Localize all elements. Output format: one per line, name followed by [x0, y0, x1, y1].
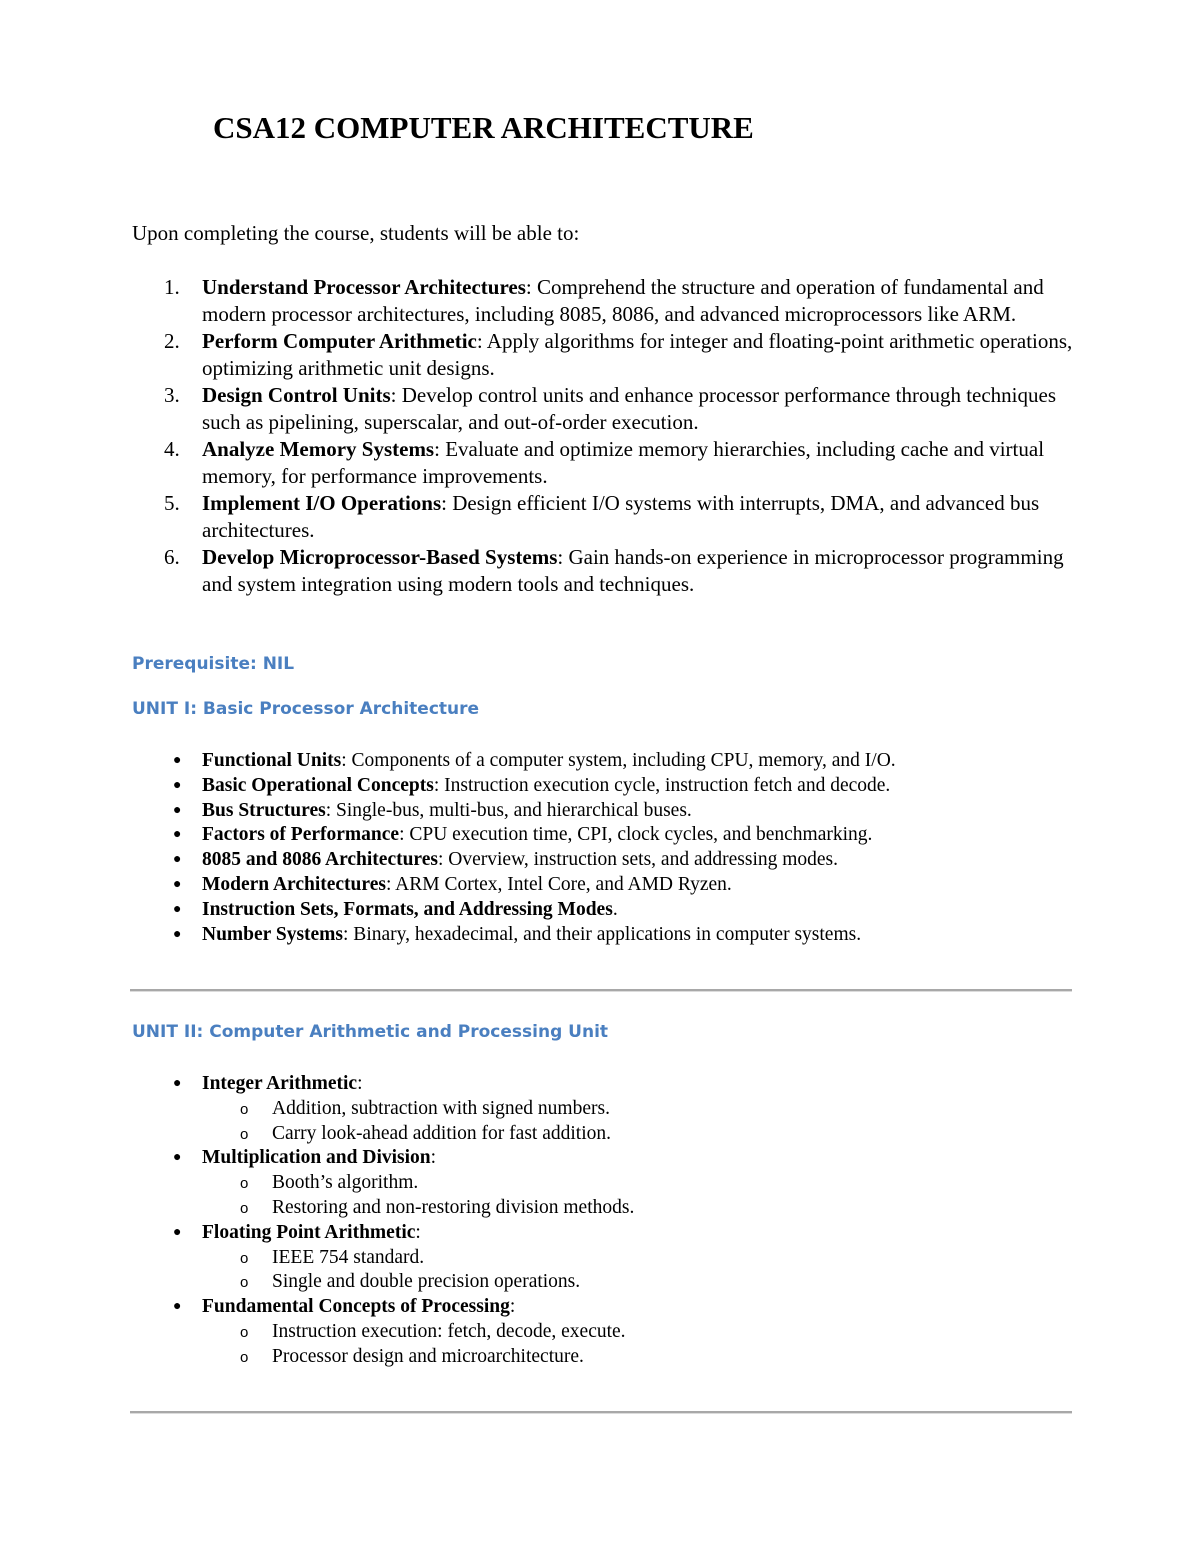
- subtopic-list: [202, 1097, 1082, 1147]
- bullet-icon: ●: [173, 827, 182, 843]
- subtopic-text: Processor design and microarchitecture.: [272, 1345, 584, 1367]
- unit1-topic-item: [132, 799, 1082, 824]
- topic-title: Factors of Performance: [202, 824, 400, 846]
- topic-title: Integer Arithmetic: [202, 1073, 358, 1094]
- outcome-item: [132, 544, 1082, 598]
- outcome-item: [132, 328, 1082, 382]
- bullet-icon: ●: [173, 1299, 182, 1315]
- subtopic-item: [202, 1320, 1082, 1345]
- outcome-item: [132, 274, 1082, 328]
- outcome-text: : Evaluate and optimize memory hierarchies, including cache and virtual memory, for performance improvements.: [202, 437, 1045, 488]
- topic-title: Multiplication and Division: [202, 1147, 431, 1169]
- subtopic-list: [202, 1246, 1082, 1296]
- bullet-icon: ●: [173, 1150, 182, 1166]
- sub-bullet-icon: o: [240, 1323, 249, 1341]
- subtopic-text: Booth’s algorithm.: [272, 1172, 419, 1194]
- unit1-heading: UNIT I: Basic Processor Architecture: [132, 699, 480, 719]
- outcome-title: Understand Processor Architectures: [202, 275, 526, 299]
- topic-title: Modern Architectures: [202, 873, 386, 895]
- sub-bullet-icon: o: [240, 1125, 249, 1143]
- sub-bullet-icon: o: [240, 1175, 249, 1193]
- outcome-item: [132, 490, 1082, 544]
- outcome-title: Analyze Memory Systems: [202, 437, 435, 461]
- subtopic-list: [202, 1320, 1082, 1370]
- outcome-number: 4.: [164, 437, 180, 461]
- sub-bullet-icon: o: [240, 1199, 249, 1217]
- subtopic-item: [202, 1097, 1082, 1122]
- outcome-number: 2.: [164, 329, 180, 353]
- topic-text: : Overview, instruction sets, and addressing modes.: [437, 849, 839, 871]
- unit1-topic-item: [132, 873, 1082, 898]
- subtopic-list: [202, 1171, 1082, 1221]
- unit1-topic-item: [132, 923, 1082, 948]
- subtopic-text: IEEE 754 standard.: [272, 1246, 425, 1268]
- subtopic-text: Restoring and non-restoring division methods.: [272, 1196, 635, 1218]
- section-divider: [130, 1411, 1072, 1414]
- subtopic-item: [202, 1246, 1082, 1271]
- sub-bullet-icon: o: [240, 1100, 249, 1118]
- bullet-icon: ●: [173, 901, 182, 917]
- unit1-topic-item: [132, 848, 1082, 873]
- topic-title: 8085 and 8086 Architectures: [202, 849, 438, 871]
- unit1-topic-list: [132, 749, 1082, 947]
- subtopic-item: [202, 1171, 1082, 1196]
- unit2-topic-item: [132, 1146, 1082, 1220]
- sub-bullet-icon: o: [240, 1249, 249, 1267]
- topic-text: :: [415, 1221, 421, 1243]
- topic-title: Instruction Sets, Formats, and Addressing Modes: [202, 898, 613, 920]
- document-title: CSA12 COMPUTER ARCHITECTURE: [213, 110, 754, 145]
- unit2-topic-item: [132, 1295, 1082, 1369]
- subtopic-item: [202, 1345, 1082, 1370]
- topic-text: : Instruction execution cycle, instruction fetch and decode.: [433, 774, 891, 796]
- topic-text: : Components of a computer system, including CPU, memory, and I/O.: [341, 750, 896, 771]
- topic-text: :: [509, 1296, 516, 1318]
- topic-text: .: [612, 898, 618, 920]
- outcome-text: : Apply algorithms for integer and floating-point arithmetic operations, optimizing arithmetic unit designs.: [202, 329, 1073, 380]
- outcome-title: Perform Computer Arithmetic: [202, 329, 477, 353]
- topic-title: Bus Structures: [202, 799, 326, 821]
- course-outcomes-list: [132, 274, 1082, 598]
- unit1-topic-item: [132, 823, 1082, 848]
- bullet-icon: ●: [173, 1224, 182, 1240]
- bullet-icon: ●: [173, 802, 182, 818]
- subtopic-text: Instruction execution: fetch, decode, execute.: [272, 1320, 626, 1342]
- topic-text: : CPU execution time, CPI, clock cycles, and benchmarking.: [399, 824, 873, 846]
- topic-title: Basic Operational Concepts: [202, 774, 434, 796]
- outcome-title: Design Control Units: [202, 383, 391, 407]
- outcome-text: : Comprehend the structure and operation of fundamental and modern processor architectures, including 8085, 8086, and advanced microprocessors like ARM.: [202, 275, 1044, 326]
- intro-text: Upon completing the course, students will be able to:: [132, 221, 580, 245]
- bullet-icon: ●: [173, 852, 182, 868]
- sub-bullet-icon: o: [240, 1348, 249, 1366]
- unit2-topic-item: [132, 1072, 1082, 1146]
- bullet-icon: ●: [173, 753, 182, 768]
- outcome-number: 6.: [164, 545, 180, 569]
- outcome-text: : Gain hands-on experience in microprocessor programming and system integration using modern tools and techniques.: [202, 545, 1064, 596]
- topic-title: Number Systems: [202, 923, 344, 945]
- subtopic-item: [202, 1196, 1082, 1221]
- topic-text: :: [430, 1147, 437, 1169]
- unit2-topic-item: [132, 1221, 1082, 1295]
- outcome-number: 5.: [164, 491, 180, 515]
- outcome-text: : Design efficient I/O systems with interrupts, DMA, and advanced bus architectures.: [202, 491, 1040, 542]
- unit1-topic-item: [132, 749, 1082, 774]
- sub-bullet-icon: o: [240, 1274, 249, 1292]
- section-divider: [130, 989, 1072, 992]
- outcome-title: Implement I/O Operations: [202, 491, 442, 515]
- outcome-item: [132, 436, 1082, 490]
- subtopic-item: [202, 1122, 1082, 1147]
- topic-text: : Binary, hexadecimal, and their applications in computer systems.: [343, 923, 862, 945]
- outcome-title: Develop Microprocessor-Based Systems: [202, 545, 558, 569]
- unit1-topic-item: [132, 774, 1082, 799]
- bullet-icon: ●: [173, 926, 182, 942]
- outcome-text: : Develop control units and enhance processor performance through techniques such as pipelining, superscalar, and out-of-order execution.: [202, 383, 1056, 434]
- outcome-number: 3.: [164, 383, 180, 407]
- unit1-topic-item: [132, 898, 1082, 923]
- prerequisite-heading: Prerequisite: NIL: [132, 654, 295, 674]
- topic-text: :: [357, 1073, 363, 1094]
- topic-title: Floating Point Arithmetic: [202, 1221, 416, 1243]
- bullet-icon: ●: [173, 876, 182, 892]
- outcome-item: [132, 382, 1082, 436]
- bullet-icon: ●: [173, 1076, 182, 1091]
- subtopic-item: [202, 1270, 1082, 1295]
- topic-title: Functional Units: [202, 750, 342, 771]
- subtopic-text: Addition, subtraction with signed numbers.: [272, 1097, 610, 1119]
- outcome-number: 1.: [164, 275, 180, 299]
- unit2-topic-list: [132, 1072, 1082, 1370]
- subtopic-text: Single and double precision operations.: [272, 1271, 581, 1293]
- topic-text: : ARM Cortex, Intel Core, and AMD Ryzen.: [385, 873, 732, 895]
- unit2-heading: UNIT II: Computer Arithmetic and Processing Unit: [132, 1022, 609, 1042]
- topic-text: : Single-bus, multi-bus, and hierarchical buses.: [325, 799, 692, 821]
- bullet-icon: ●: [173, 777, 182, 793]
- topic-title: Fundamental Concepts of Processing: [202, 1296, 510, 1318]
- subtopic-text: Carry look-ahead addition for fast addition.: [272, 1122, 611, 1144]
